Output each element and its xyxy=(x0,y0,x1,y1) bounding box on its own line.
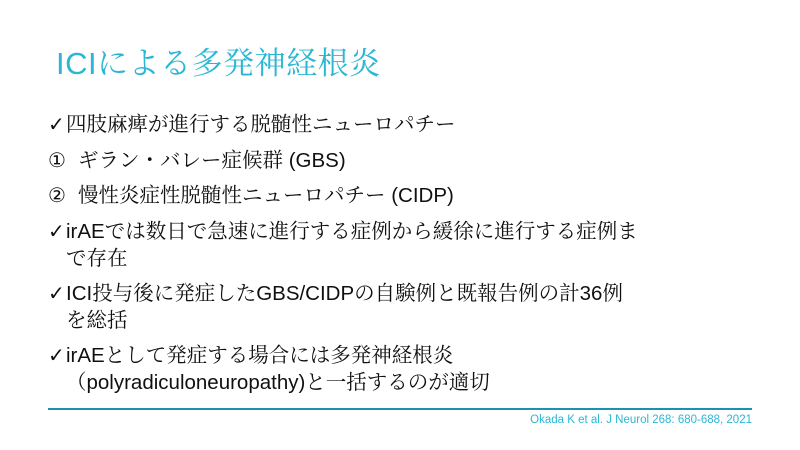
list-item xyxy=(48,281,764,334)
list-item-line: ICI投与後に発症したGBS/CIDPの自験例と既報告例の計36例 xyxy=(66,282,623,306)
list-item-text xyxy=(78,183,764,210)
check-icon: ✓ xyxy=(48,114,65,136)
check-icon: ✓ xyxy=(48,283,65,306)
bullet-list xyxy=(48,112,764,406)
list-item xyxy=(48,343,764,396)
list-item xyxy=(48,183,764,210)
list-item-text xyxy=(66,343,764,396)
number-marker-2-icon: ② xyxy=(48,185,66,208)
list-item-text xyxy=(66,281,764,334)
list-item-line: ギラン・バレー症候群 (GBS) xyxy=(78,148,346,172)
list-item-text xyxy=(66,219,764,272)
list-item-text xyxy=(66,112,764,139)
check-icon: ✓ xyxy=(48,220,65,243)
list-item xyxy=(48,219,764,272)
check-icon: ✓ xyxy=(48,345,65,368)
page-title: ICIによる多発神経根炎 xyxy=(56,46,381,81)
list-item-line: 慢性炎症性脱髄性ニューロパチー (CIDP) xyxy=(78,184,454,208)
list-item-line-wrap: を総括 xyxy=(66,308,128,332)
list-item xyxy=(48,148,764,175)
list-item-line-wrap: （polyradiculoneuropathy)と一括するのが適切 xyxy=(66,371,490,395)
list-item-line: 四肢麻痺が進行する脱髄性ニューロパチー xyxy=(66,113,456,136)
list-item-line: irAEでは数日で急速に進行する症例から緩徐に進行する症例ま xyxy=(66,219,638,243)
footer-divider xyxy=(48,408,752,410)
citation-text: Okada K et al. J Neurol 268: 680-688, 2021 xyxy=(530,414,752,426)
list-item-line: irAEとして発症する場合には多発神経根炎 xyxy=(66,344,454,368)
number-marker-1-icon: ① xyxy=(48,149,66,172)
list-item xyxy=(48,112,764,139)
list-item-text xyxy=(78,148,764,175)
list-item-line-wrap: で存在 xyxy=(66,246,128,270)
